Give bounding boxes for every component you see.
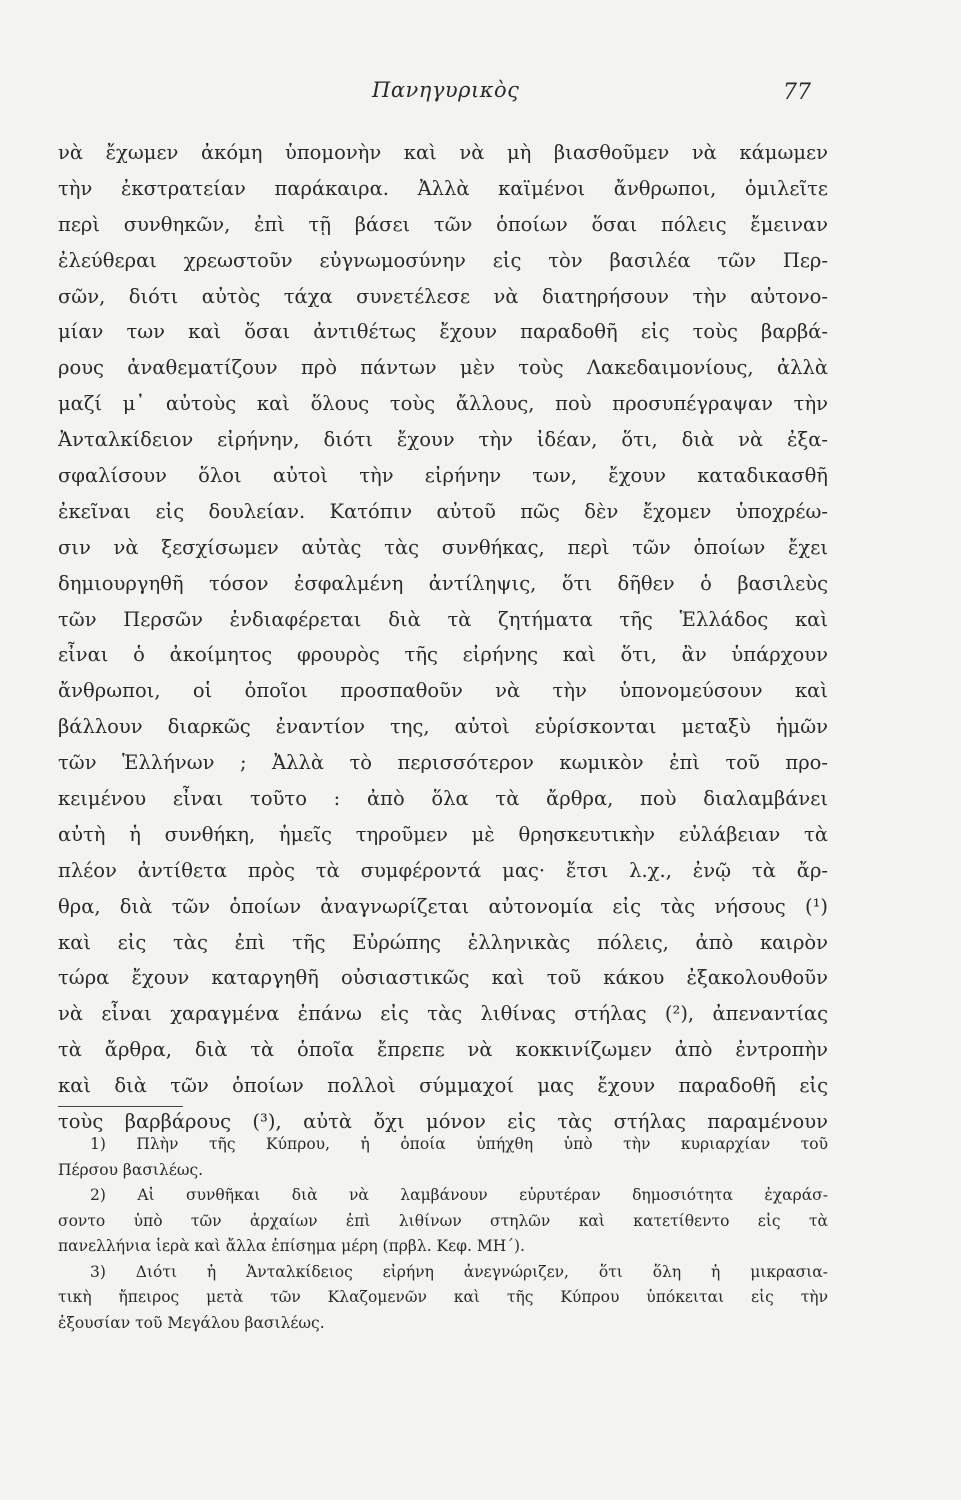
text-line: νὰ εἶναι χαραγμένα ἐπάνω εἰς τὰς λιθίνας στήλας (²), ἀπεναντίας bbox=[58, 1002, 828, 1026]
text-line: δημιουργηθῆ τόσον ἐσφαλμένη ἀντίληψις, ὅτι δῆθεν ὁ βασιλεὺς bbox=[58, 571, 828, 595]
footnote-line: πανελλήνια ἱερὰ καὶ ἄλλα ἐπίσημα μέρη (πρβλ. Κεφ. ΜΗ΄). bbox=[58, 1237, 525, 1255]
text-line: αὐτὴ ἡ συνθήκη, ἡμεῖς τηροῦμεν μὲ θρησκευτικὴν εὐλάβειαν τὰ bbox=[58, 822, 828, 846]
footnote-line: Πέρσου βασιλέως. bbox=[58, 1160, 204, 1179]
footnote-line: 3) Διότι ἡ Ἀνταλκίδειος εἰρήνη ἀνεγνώριζεν, ὅτι ὅλη ἡ μικρασια- bbox=[90, 1262, 828, 1281]
text-line: τῶν Περσῶν ἐνδιαφέρεται διὰ τὰ ζητήματα τῆς Ἑλλάδος καὶ bbox=[58, 607, 828, 631]
text-line: ἐλεύθεραι χρεωστοῦν εὐγνωμοσύνην εἰς τὸν βασιλέα τῶν Περ- bbox=[58, 248, 828, 272]
page-header bbox=[0, 78, 961, 118]
text-line: νὰ ἔχωμεν ἀκόμη ὑπομονὴν καὶ νὰ μὴ βιασθοῦμεν νὰ κάμωμεν bbox=[58, 141, 828, 164]
text-line: θρα, διὰ τῶν ὁποίων ἀναγνωρίζεται αὐτονομία εἰς τὰς νήσους (¹) bbox=[58, 894, 828, 918]
footnote-line: ἐξουσίαν τοῦ Μεγάλου βασιλέως. bbox=[58, 1313, 325, 1332]
text-line: εἶναι ὁ ἀκοίμητος φρουρὸς τῆς εἰρήνης καὶ ὅτι, ἂν ὑπάρχουν bbox=[58, 643, 828, 667]
footnote-line: 1) Πλὴν τῆς Κύπρου, ἡ ὁποία ὑπήχθη ὑπὸ τὴν κυριαρχίαν τοῦ bbox=[90, 1135, 828, 1153]
text-line: μαζί μ᾽ αὐτοὺς καὶ ὅλους τοὺς ἄλλους, ποὺ προσυπέγραψαν τὴν bbox=[58, 392, 828, 416]
text-line: τώρα ἔχουν καταργηθῆ οὐσιαστικῶς καὶ τοῦ κάκου ἐξακολουθοῦν bbox=[58, 966, 828, 990]
text-line: περὶ συνθηκῶν, ἐπὶ τῇ βάσει τῶν ὁποίων ὅσαι πόλεις ἔμειναν bbox=[58, 212, 828, 236]
text-line: ἄνθρωποι, οἱ ὁποῖοι προσπαθοῦν νὰ τὴν ὑπονομεύσουν καὶ bbox=[58, 679, 828, 703]
text-line: τῶν Ἑλλήνων ; Ἀλλὰ τὸ περισσότερον κωμικὸν ἐπὶ τοῦ προ- bbox=[58, 751, 828, 775]
text-line: ἐκεῖναι εἰς δουλείαν. Κατόπιν αὐτοῦ πῶς δὲν ἔχομεν ὑποχρέω- bbox=[58, 499, 828, 523]
text-line: σφαλίσουν ὅλοι αὐτοὶ τὴν εἰρήνην των, ἔχουν καταδικασθῆ bbox=[58, 464, 828, 488]
footnote-line: σοντο ὑπὸ τῶν ἀρχαίων ἐπὶ λιθίνων στηλῶν καὶ κατετίθεντο εἰς τὰ bbox=[58, 1211, 828, 1230]
text-line: τὰ ἄρθρα, διὰ τὰ ὁποῖα ἔπρεπε νὰ κοκκινίζωμεν ἀπὸ ἐντροπὴν bbox=[58, 1038, 828, 1062]
footnote-line: τικὴ ἤπειρος μετὰ τῶν Κλαζομενῶν καὶ τῆς Κύπρου ὑπόκειται εἰς τὴν bbox=[58, 1288, 828, 1306]
text-line: σῶν, διότι αὐτὸς τάχα συνετέλεσε νὰ διατηρήσουν τὴν αὐτονο- bbox=[58, 284, 828, 308]
text-line: τοὺς βαρβάρους (³), αὐτὰ ὄχι μόνον εἰς τὰς στήλας παραμένουν bbox=[58, 1110, 828, 1134]
footnotes bbox=[58, 1132, 828, 1336]
text-line: ρους ἀναθεματίζουν πρὸ πάντων μὲν τοὺς Λακεδαιμονίους, ἀλλὰ bbox=[58, 356, 828, 380]
text-line: κειμένου εἶναι τοῦτο : ἀπὸ ὅλα τὰ ἄρθρα, ποὺ διαλαμβάνει bbox=[58, 787, 828, 811]
footnote-line: 2) Αἱ συνθῆκαι διὰ νὰ λαμβάνουν εὐρυτέραν δημοσιότητα ἐχαράσ- bbox=[90, 1186, 828, 1204]
text-line: τὴν ἐκστρατείαν παράκαιρα. Ἀλλὰ καϊμένοι ἄνθρωποι, ὁμιλεῖτε bbox=[58, 176, 828, 200]
text-line: καὶ διὰ τῶν ὁποίων πολλοὶ σύμμαχοί μας ἔχουν παραδοθῆ εἰς bbox=[58, 1074, 828, 1098]
text-line: Ἀνταλκίδειον εἰρήνην, διότι ἔχουν τὴν ἰδέαν, ὅτι, διὰ νὰ ἐξα- bbox=[58, 428, 828, 452]
footnote-separator bbox=[58, 1106, 183, 1107]
text-line: σιν νὰ ξεσχίσωμεν αὐτὰς τὰς συνθήκας, περὶ τῶν ὁποίων ἔχει bbox=[58, 535, 828, 559]
text-line: μίαν των καὶ ὅσαι ἀντιθέτως ἔχουν παραδοθῆ εἰς τοὺς βαρβά- bbox=[58, 320, 828, 344]
main-text bbox=[58, 135, 828, 1140]
text-line: πλέον ἀντίθετα πρὸς τὰ συμφέροντά μας· ἔτσι λ.χ., ἐνῷ τὰ ἄρ- bbox=[58, 858, 828, 882]
text-line: καὶ εἰς τὰς ἐπὶ τῆς Εὐρώπης ἑλληνικὰς πόλεις, ἀπὸ καιρὸν bbox=[58, 930, 828, 954]
running-title: Πανηγυρικὸς bbox=[372, 78, 520, 102]
text-line: βάλλουν διαρκῶς ἐναντίον της, αὐτοὶ εὑρίσκονται μεταξὺ ἡμῶν bbox=[58, 715, 828, 739]
page-number: 77 bbox=[783, 80, 811, 105]
